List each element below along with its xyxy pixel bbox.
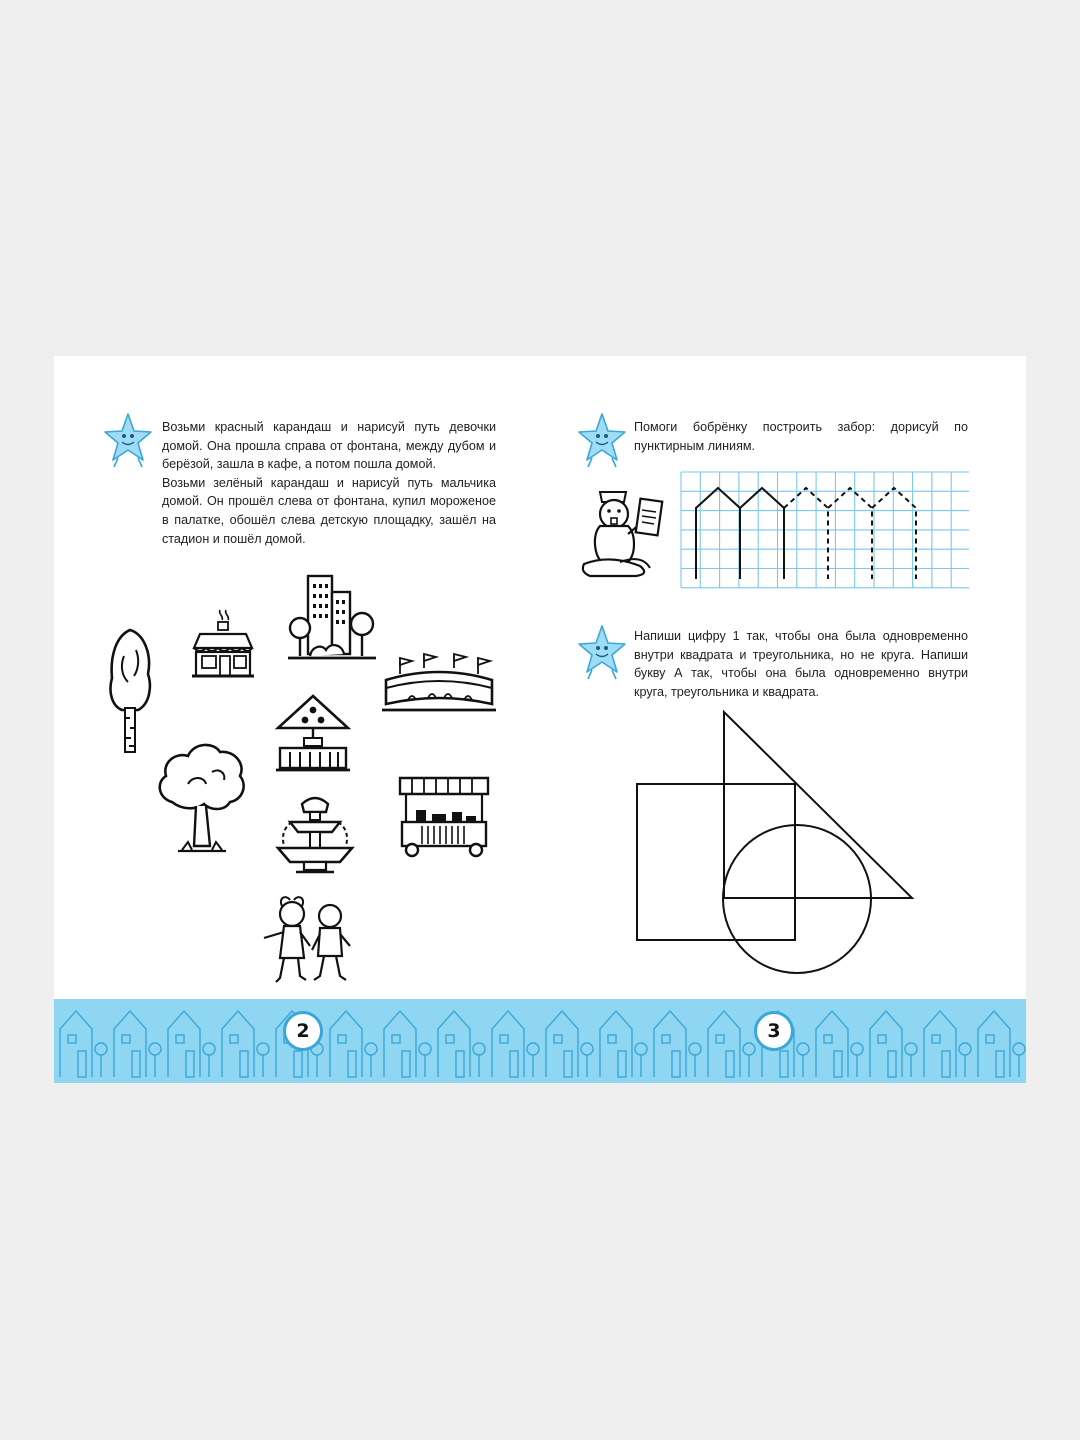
birch-tree-icon [104, 626, 156, 756]
page-number-left: 2 [283, 1011, 323, 1051]
fence-dotted-lines [784, 488, 916, 579]
city-buildings-icon [286, 574, 378, 662]
shape-triangle [724, 712, 912, 898]
task-paragraph-boy: Возьми зелёный карандаш и нарисуй путь мальчика домой. Он прошёл слева от фонтана, купил мороженое в палатке, обошёл слева детскую площадку, зашёл на стадион и пошёл домой. [162, 475, 496, 546]
fence-task-text [634, 418, 968, 455]
fence-solid-lines [696, 488, 784, 579]
fence-grid [677, 468, 969, 600]
star-mascot-icon [578, 624, 626, 682]
stadium-icon [380, 652, 498, 716]
playground-icon [274, 692, 352, 774]
children-icon [256, 892, 360, 990]
page-number-right: 3 [754, 1011, 794, 1051]
star-mascot-icon [104, 412, 152, 470]
oak-tree-icon [152, 738, 250, 858]
ice-cream-stall-icon [396, 774, 492, 858]
beaver-icon [580, 484, 670, 580]
star-mascot-icon [578, 412, 626, 470]
grid-lines [681, 472, 969, 588]
fountain-icon [274, 794, 356, 876]
cafe-icon [190, 608, 256, 680]
book-spread [54, 356, 1026, 1083]
overlapping-shapes [624, 696, 924, 986]
task-paragraph-girl: Возьми красный карандаш и нарисуй путь девочки домой. Она прошла справа от фонтана, между дубом и берёзой, зашла в кафе, а потом пошла домой. [162, 420, 496, 472]
shape-square [637, 784, 795, 940]
shapes-task-text [634, 627, 968, 701]
house-pattern-icon [54, 999, 1026, 1083]
shapes-task-paragraph: Напиши цифру 1 так, чтобы она была одновременно внутри квадрата и треугольника, но не круга. Напиши букву А так, чтобы она была одновременно внутри круга, треугольника и квадрата. [634, 629, 968, 699]
left-task-text [162, 418, 496, 548]
fence-task-paragraph: Помоги бобрёнку построить забор: дорисуй по пунктирным линиям. [634, 420, 968, 453]
